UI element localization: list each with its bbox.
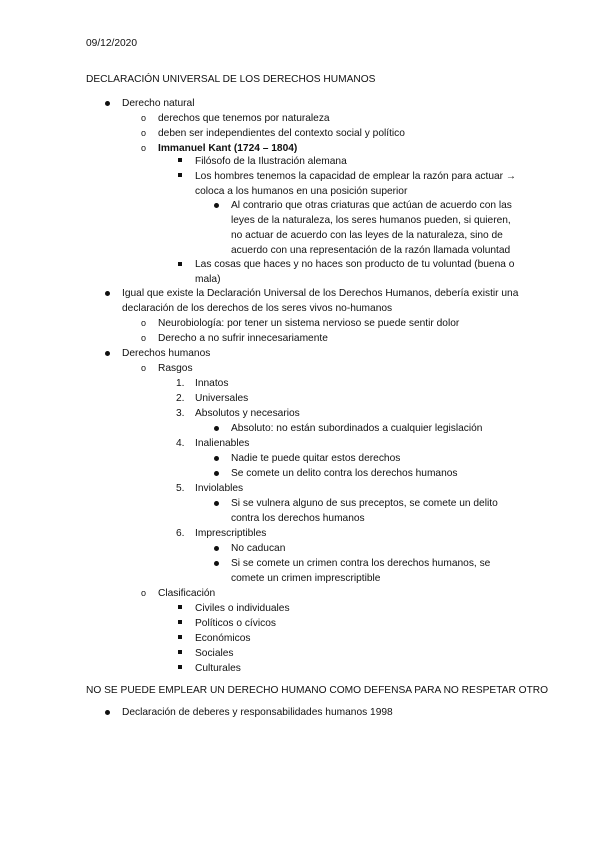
bullet-icon	[105, 710, 110, 715]
bullet-icon	[214, 546, 219, 551]
list-item: Absoluto: no están subordinados a cualquier legislación	[231, 423, 483, 434]
circle-bullet-icon: o	[141, 113, 147, 123]
list-item: Imprescriptibles	[195, 528, 267, 539]
list-number: 2.	[176, 393, 185, 404]
list-item-continued: declaración de los derechos de los seres vivos no-humanos	[122, 303, 393, 314]
list-item: Sociales	[195, 648, 234, 659]
list-item: Civiles o individuales	[195, 603, 290, 614]
square-bullet-icon	[178, 650, 182, 654]
list-item-derechos-humanos: Derechos humanos	[122, 348, 211, 359]
list-item-rasgos: Rasgos	[158, 363, 193, 374]
square-bullet-icon	[178, 635, 182, 639]
list-item-continued: no actuar de acuerdo con las leyes de la naturaleza, sino de	[231, 230, 503, 241]
list-item: Filósofo de la Ilustración alemana	[195, 156, 347, 167]
list-number: 4.	[176, 438, 185, 449]
list-item: Nadie te puede quitar estos derechos	[231, 453, 401, 464]
document-date: 09/12/2020	[86, 38, 137, 49]
list-item: Culturales	[195, 663, 241, 674]
circle-bullet-icon: o	[141, 128, 147, 138]
list-item-final: Declaración de deberes y responsabilidades humanos 1998	[122, 707, 393, 718]
list-item-continued: coloca a los humanos en una posición superior	[195, 186, 408, 197]
list-item-continued: leyes de la naturaleza, los seres humanos pueden, si quieren,	[231, 215, 511, 226]
square-bullet-icon	[178, 665, 182, 669]
document-title: DECLARACIÓN UNIVERSAL DE LOS DERECHOS HUMANOS	[86, 74, 376, 85]
list-item: No caducan	[231, 543, 286, 554]
list-item: Inviolables	[195, 483, 244, 494]
list-item: Inalienables	[195, 438, 250, 449]
list-number: 6.	[176, 528, 185, 539]
list-item-continued: mala)	[195, 274, 221, 285]
bullet-icon	[214, 561, 219, 566]
circle-bullet-icon: o	[141, 143, 147, 153]
list-item: Neurobiología: por tener un sistema nervioso se puede sentir dolor	[158, 318, 460, 329]
list-item: Derecho a no sufrir innecesariamente	[158, 333, 328, 344]
circle-bullet-icon: o	[141, 318, 147, 328]
square-bullet-icon	[178, 173, 182, 177]
list-item-clasificacion: Clasificación	[158, 588, 216, 599]
bullet-icon	[214, 203, 219, 208]
bullet-icon	[214, 426, 219, 431]
list-item-continued: acuerdo con una representación de la razón llamada voluntad	[231, 245, 511, 256]
list-item: Absolutos y necesarios	[195, 408, 300, 419]
list-item-kant: Immanuel Kant (1724 – 1804)	[158, 143, 298, 154]
list-item: Económicos	[195, 633, 251, 644]
bullet-icon	[105, 351, 110, 356]
bullet-icon	[105, 101, 110, 106]
circle-bullet-icon: o	[141, 588, 147, 598]
list-item: derechos que tenemos por naturaleza	[158, 113, 330, 124]
list-item: Los hombres tenemos la capacidad de emplear la razón para actuar →	[195, 171, 517, 182]
list-item: Si se vulnera alguno de sus preceptos, se comete un delito	[231, 498, 498, 509]
closing-statement: NO SE PUEDE EMPLEAR UN DERECHO HUMANO COMO DEFENSA PARA NO RESPETAR OTRO	[86, 685, 549, 696]
list-item: Igual que existe la Declaración Universal de los Derechos Humanos, debería existir una	[122, 288, 519, 299]
list-item-derecho-natural: Derecho natural	[122, 98, 195, 109]
list-item-continued: comete un crimen imprescriptible	[231, 573, 381, 584]
bullet-icon	[214, 501, 219, 506]
list-item: Innatos	[195, 378, 229, 389]
bullet-icon	[105, 291, 110, 296]
list-item: Si se comete un crimen contra los derechos humanos, se	[231, 558, 491, 569]
list-item: deben ser independientes del contexto social y político	[158, 128, 405, 139]
circle-bullet-icon: o	[141, 333, 147, 343]
list-item: Al contrario que otras criaturas que actúan de acuerdo con las	[231, 200, 512, 211]
list-item: Políticos o cívicos	[195, 618, 276, 629]
list-number: 5.	[176, 483, 185, 494]
list-item-continued: contra los derechos humanos	[231, 513, 365, 524]
list-number: 3.	[176, 408, 185, 419]
bullet-icon	[214, 471, 219, 476]
bullet-icon	[214, 456, 219, 461]
square-bullet-icon	[178, 158, 182, 162]
square-bullet-icon	[178, 262, 182, 266]
list-item: Las cosas que haces y no haces son producto de tu voluntad (buena o	[195, 259, 515, 270]
square-bullet-icon	[178, 605, 182, 609]
list-item: Se comete un delito contra los derechos humanos	[231, 468, 458, 479]
list-number: 1.	[176, 378, 185, 389]
square-bullet-icon	[178, 620, 182, 624]
list-item: Universales	[195, 393, 249, 404]
circle-bullet-icon: o	[141, 363, 147, 373]
